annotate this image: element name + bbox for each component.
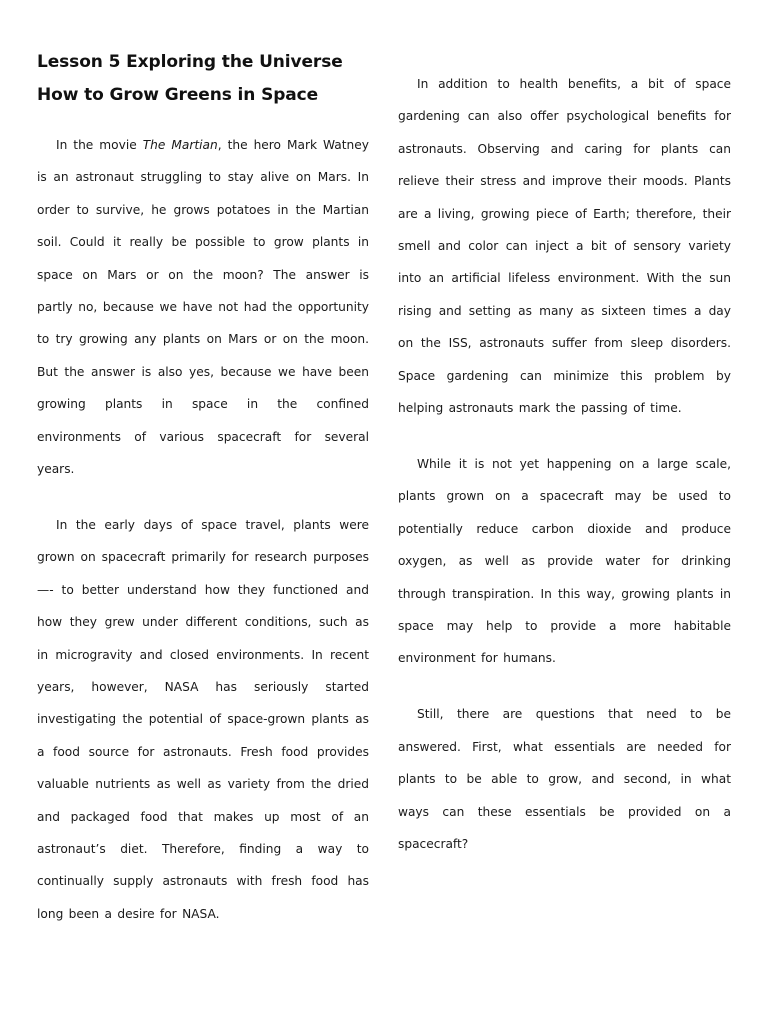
- title-line-1: Lesson 5 Exploring the Universe: [37, 52, 343, 72]
- paragraph-psychological-benefits: In addition to health benefits, a bit of space gardening can also offer psychological benefits for astronauts. Observing and caring for plants can relieve their stress and improve their moods. Plants are a living, growing piece of Earth; therefore, their smell and color can inject a bit of sensory variety into an artificial lifeless environment. With the sun rising and setting as many as sixteen times a day on the ISS, astronauts suffer from sleep disorders. Space gardening can minimize this problem by helping astronauts mark the passing of time.: [398, 77, 731, 416]
- lesson-title: [37, 46, 369, 111]
- paragraph-text: , the hero Mark Watney is an astronaut struggling to stay alive on Mars. In order to survive, he grows potatoes in the Martian soil. Could it really be possible to grow plants in space on Mars or on the moon? The answer is partly no, because we have not had the opportunity to try growing any plants on Mars or on the moon. But the answer is also yes, because we have been growing plants in space in the confined environments of various spacecraft for several years.: [37, 138, 369, 477]
- paragraph-text: In the movie: [56, 138, 143, 152]
- title-line-2: How to Grow Greens in Space: [37, 84, 319, 105]
- paragraph-martian-intro: [37, 129, 369, 485]
- right-column: [398, 68, 731, 860]
- movie-title: The Martian: [142, 138, 218, 152]
- left-column: [37, 46, 369, 930]
- paragraph-questions: Still, there are questions that need to be answered. First, what essentials are needed for plants to be able to grow, and second, in what ways can these essentials be provided on a spacecraft?: [398, 707, 731, 851]
- paragraph-early-days: In the early days of space travel, plants were grown on spacecraft primarily for research purposes —- to better understand how they functioned and how they grew under different conditions, such as in microgravity and closed environments. In recent years, however, NASA has seriously started investigating the potential of space-grown plants as a food source for astronauts. Fresh food provides valuable nutrients as well as variety from the dried and packaged food that makes up most of an astronaut’s diet. Therefore, finding a way to continually supply astronauts with fresh food has long been a desire for NASA.: [37, 517, 369, 921]
- paragraph-oxygen-water: While it is not yet happening on a large scale, plants grown on a spacecraft may be used to potentially reduce carbon dioxide and produce oxygen, as well as provide water for drinking through transpiration. In this way, growing plants in space may help to provide a more habitable environment for humans.: [398, 456, 731, 666]
